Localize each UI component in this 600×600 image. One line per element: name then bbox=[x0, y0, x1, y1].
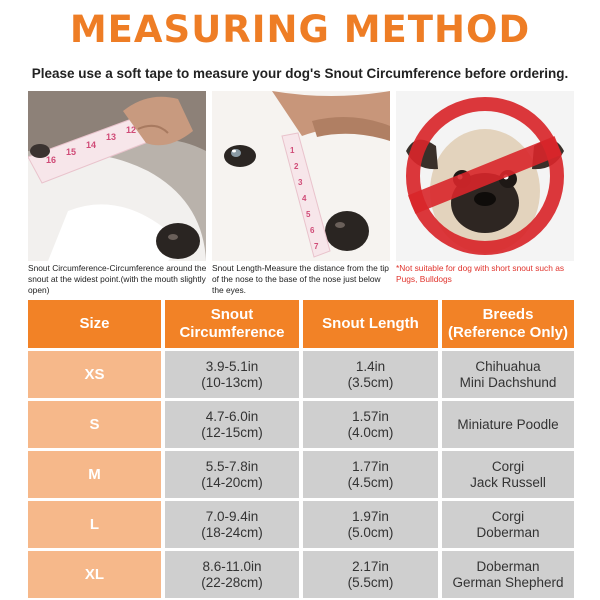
snout-circumference-caption: Snout Circumference-Circumference around the snout at the widest point.(with the mouth slightly open) bbox=[28, 263, 207, 295]
header-breeds: Breeds (Reference Only) bbox=[442, 300, 574, 348]
snout-circumference-photo bbox=[28, 91, 206, 261]
breeds-cell: Miniature Poodle bbox=[442, 401, 574, 448]
tape-number: 2 bbox=[294, 162, 299, 171]
size-cell: S bbox=[28, 401, 161, 448]
size-cell: XL bbox=[28, 551, 161, 598]
breeds-cell: Doberman German Shepherd bbox=[442, 551, 574, 598]
short-snout-warning: *Not suitable for dog with short snout such as Pugs, Bulldogs bbox=[396, 263, 565, 284]
breeds-cell: Corgi Jack Russell bbox=[442, 451, 574, 498]
header-snout-circumference: Snout Circumference bbox=[165, 300, 299, 348]
tape-number: 12 bbox=[126, 125, 137, 135]
breeds-cell: Chihuahua Mini Dachshund bbox=[442, 351, 574, 398]
page-subtitle: Please use a soft tape to measure your dog's Snout Circumference before ordering. bbox=[31, 66, 569, 81]
length-cell: 2.17in (5.5cm) bbox=[303, 551, 438, 598]
length-cell: 1.57in (4.0cm) bbox=[303, 401, 438, 448]
size-chart-table bbox=[28, 300, 574, 598]
circumference-cell: 8.6-11.0in (22-28cm) bbox=[165, 551, 299, 598]
header-snout-length: Snout Length bbox=[303, 300, 438, 348]
tape-number: 5 bbox=[306, 210, 311, 219]
snout-length-photo bbox=[212, 91, 390, 261]
tape-number: 1 bbox=[290, 146, 295, 155]
tape-number: 14 bbox=[86, 140, 97, 150]
tape-number: 7 bbox=[314, 242, 319, 251]
tape-number: 13 bbox=[106, 132, 117, 142]
tape-number: 3 bbox=[298, 178, 303, 187]
tape-number: 6 bbox=[310, 226, 315, 235]
length-cell: 1.77in (4.5cm) bbox=[303, 451, 438, 498]
header-size: Size bbox=[28, 300, 161, 348]
size-cell: XS bbox=[28, 351, 161, 398]
tape-number: 4 bbox=[302, 194, 307, 203]
size-cell: L bbox=[28, 501, 161, 548]
circumference-cell: 5.5-7.8in (14-20cm) bbox=[165, 451, 299, 498]
pug-not-suitable-photo bbox=[396, 91, 574, 261]
tape-number: 16 bbox=[46, 155, 57, 165]
length-cell: 1.4in (3.5cm) bbox=[303, 351, 438, 398]
page-title: MEASURING METHOD bbox=[69, 8, 531, 51]
size-cell: M bbox=[28, 451, 161, 498]
circumference-cell: 3.9-5.1in (10-13cm) bbox=[165, 351, 299, 398]
circumference-cell: 7.0-9.4in (18-24cm) bbox=[165, 501, 299, 548]
length-cell: 1.97in (5.0cm) bbox=[303, 501, 438, 548]
tape-number: 15 bbox=[66, 147, 77, 157]
snout-length-caption: Snout Length-Measure the distance from the tip of the nose to the base of the nose just below the eyes. bbox=[212, 263, 389, 295]
circumference-cell: 4.7-6.0in (12-15cm) bbox=[165, 401, 299, 448]
breeds-cell: Corgi Doberman bbox=[442, 501, 574, 548]
